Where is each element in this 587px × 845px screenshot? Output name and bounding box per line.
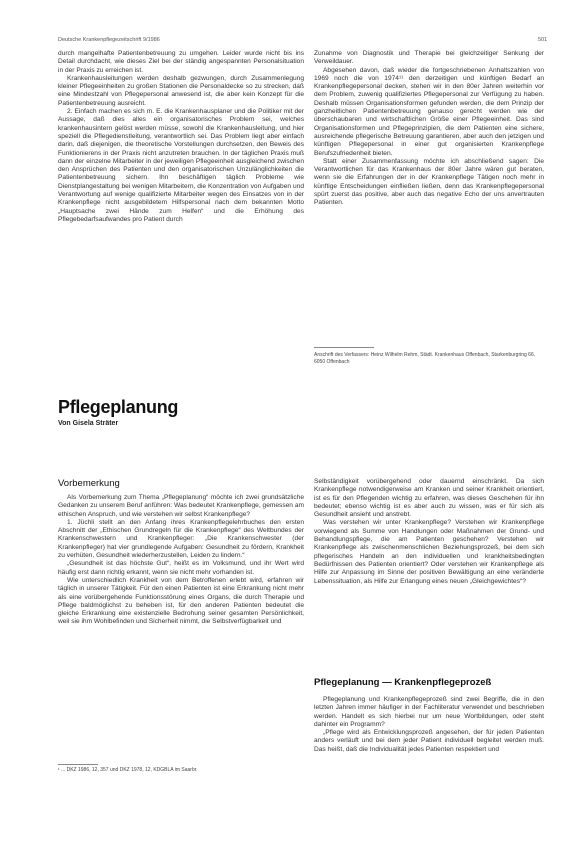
article-left-column xyxy=(58,494,304,627)
paragraph: Statt einer Zusammenfassung möchte ich abschließend sagen: Die Verantwortlichen für das Krankenhaus der 80er Jahre wären gut beraten, wenn sie die Erfahrungen der in der Krankenpflege Tätigen noch mehr in künftige Entscheidungen einfließen ließen, denn das Krankenpflegepersonal spürt zuerst das positive, aber auch das negative Echo der uns anvertrauten Patienten. xyxy=(314,157,544,207)
paragraph: „Pflege wird als Entwicklungsprozeß angesehen, der für jeden Patienten anders verläuft und bei dem jeder Patient individuell begleitet werden muß. Das heißt, daß die Individualität jedes Patienten respektiert und xyxy=(314,729,544,753)
top-right-column xyxy=(314,50,544,208)
article-footnote: ¹ ... DKZ 1986, 12, 357 und DKZ 1978, 12, KDGBLA im Saarbr. xyxy=(58,767,198,773)
footnote-rule xyxy=(58,764,98,765)
section-heading-vorbemerkung: Vorbemerkung xyxy=(58,478,120,489)
section-heading-krankenpflegeprozess: Pflegeplanung — Krankenpflegeprozeß xyxy=(314,677,492,688)
paragraph: Wie unterschiedlich Krankheit von dem Betroffenen erlebt wird, erfahren wir täglich in unserer Tätigkeit. Für den einen Patienten ist eine Erkrankung nicht mehr als eine vorübergehende Funktionsstörung eines Organs, die durch Therapie und Pflege baldmöglichst zu beheben ist, für den anderen Patienten bedeutet die gleiche Erkrankung eine existenzielle Bedrohung seiner gesamten Persönlichkeit, weil sie ihm Wohlbefinden und Sicherheit nimmt, die Selbstverfügbarkeit und xyxy=(58,576,304,626)
paragraph: Abgesehen davon, daß wieder die fortgeschriebenen Anhaltszahlen von 1969 noch die von 1974¹¹ den derzeitigen und künftigen Bedarf an Krankenpflegepersonal decken, stehen wir in den 80er Jahren weiterhin vor dem Problem, zuwenig qualifiziertes Pflegepersonal zur Verfügung zu haben. Deshalb müssen Organisationsformen gefunden werden, die dem Prinzip der ganzheitlichen Patientenbetreuung genauso gerecht werden wie der überschaubaren und wirtschaftlichen Größe einer Pflegeeinheit. Das sind Organisationsformen und Pflegeprinzipien, die dem Patienten eine sichere, ausreichende pflegerische Betreuung garantieren, aber auch den jetzigen und künftigen Pflegepersonal in einer gut organisierten Krankenpflege Berufszufriedenheit bieten. xyxy=(314,66,544,157)
paragraph: Was verstehen wir unter Krankenpflege? Verstehen wir Krankenpflege vorwiegend als Summe von Handlungen oder Maßnahmen der Grund- und Behandlungspflege, die am Patienten geschehen? Verstehen wir Krankenpflege als zwischenmenschlichen Beziehungsprozeß, bei dem sich pflegerisches Handeln an den individuellen und krankheitsbedingten Bedürfnissen des Patienten orientiert? Oder verstehen wir Krankenpflege als Hilfe zur Anpassung im Sinne der positiven Bewältigung an eine veränderte Lebenssituation, als Hilfe zur Erlangung eines neuen „Gleichgewichtes“? xyxy=(314,519,544,585)
article-author: Von Gisela Sträter xyxy=(58,420,119,427)
article-right-column-2 xyxy=(314,696,544,754)
author-address-footnote: Anschrift des Verfassers: Heinz Wilhelm Rehm, Städt. Krankenhaus Offenbach, Starkenburgring 66, 6050 Offenbach xyxy=(314,352,536,365)
footnote-rule xyxy=(314,347,374,348)
journal-header: Deutsche Krankenpflegezeitschrift 9/1986 xyxy=(58,37,160,43)
paragraph: durch mangelhafte Patientenbetreuung zu umgehen. Leider wurde nicht bis ins Detail durchdacht, wie dieses Ziel bei der ständig angespannten Personalsituation in der Praxis zu erreichen ist. xyxy=(58,50,304,74)
paragraph: 1. Jüchli stellt an den Anfang ihres Krankenpflegelehrbuches den ersten Abschnitt der „Ethischen Grundregeln für die Krankenpflege“ des Weltbundes der Krankenschwestern und Krankenpfleger: „Die Krankenschwester (der Krankenpfleger) hat vier grundlegende Aufgaben: Gesundheit zu fördern, Krankheit zu verhüten, Gesundheit wiederherzustellen, Leiden zu lindern.“ xyxy=(58,518,304,560)
paragraph: 2. Einfach machen es sich m. E. die Krankenhausplaner und die Politiker mit der Aussage, daß dies alles ein organisatorisches Problem sei, welches krankenhausintern gelöst werden müsse, sowohl die Krankenhausleitung, und hier speziell die Pflegedienstleitung, verantwortlich sei. Das Problem liegt aber einfach darin, daß diejenigen, die theoretische Vorstellungen durchsetzen, den Beweis des Funktionierens in der Praxis nicht anzutreten brauchen. In der täglichen Praxis muß dann der einzelne Mitarbeiter in der jeweiligen Pflegeeinheit ausgleichend zwischen den Ansprüchen des Patienten und den organisatorischen Unzulänglichkeiten die Patientenbetreuung sichern. Ihn beschäftigen täglich Probleme wie Dienstplangestaltung bei wenigen Mitarbeitern, die Konzentration von Aufgaben und Verantwortung auf wenige qualifizierte Mitarbeiter wegen des Einsatzes von in der Krankenpflege nicht ausgebildetem Hilfspersonal nach dem bekannten Motto „Hauptsache zwei Hände zum Helfen“ und die Erhöhung des Pflegebedarfsaufwandes pro Patient durch xyxy=(58,108,304,223)
paragraph: „Gesundheit ist das höchste Gut“, heißt es im Volksmund, und ihr Wert wird häufig erst dann richtig erkannt, wenn sie nicht mehr vorhanden ist. xyxy=(58,560,304,576)
page-number: 501 xyxy=(538,37,548,43)
paragraph: Pflegeplanung und Krankenpflegeprozeß sind zwei Begriffe, die in den letzten Jahren immer häufiger in der Fachliteratur verwendet und beschrieben werden. Handelt es sich hierbei nur um neue Wortbildungen, oder steht dahinter ein Programm? xyxy=(314,696,544,728)
article-right-column xyxy=(314,478,544,586)
paragraph: Zunahme von Diagnostik und Therapie bei gleichzeitiger Senkung der Verweildauer. xyxy=(314,50,544,66)
paragraph: Als Vorbemerkung zum Thema „Pflegeplanung“ möchte ich zwei grundsätzliche Gedanken zu unserem Beruf anführen: Was bedeutet Krankenpflege, gemessen am ethischen Anspruch, und wie verstehen wir selbst Krankenpflege? xyxy=(58,494,304,518)
paragraph: Selbständigkeit vorübergehend oder dauernd einschränkt. Da sich Krankenpflege notwendigerweise am Kranken und seiner Krankheit orientiert, ist es für den Pflegenden wichtig zu erfahren, was dieses Geschehen für ihn bedeutet; ebenso wichtig ist es aber auch zu wissen, was er für sich als Gesundheit ansieht und anstrebt. xyxy=(314,478,544,519)
top-left-column xyxy=(58,50,304,224)
paragraph: Krankenhausleitungen werden deshalb gezwungen, durch Zusammenlegung kleiner Pflegeeinheiten zu großen Stationen die Personaldecke so zu strecken, daß eine Mindestzahl von Pflegepersonal anwesend ist, die aber kein Konzept für die Patientenbetreuung ausreicht. xyxy=(58,74,304,107)
article-title: Pflegeplanung xyxy=(58,397,179,417)
